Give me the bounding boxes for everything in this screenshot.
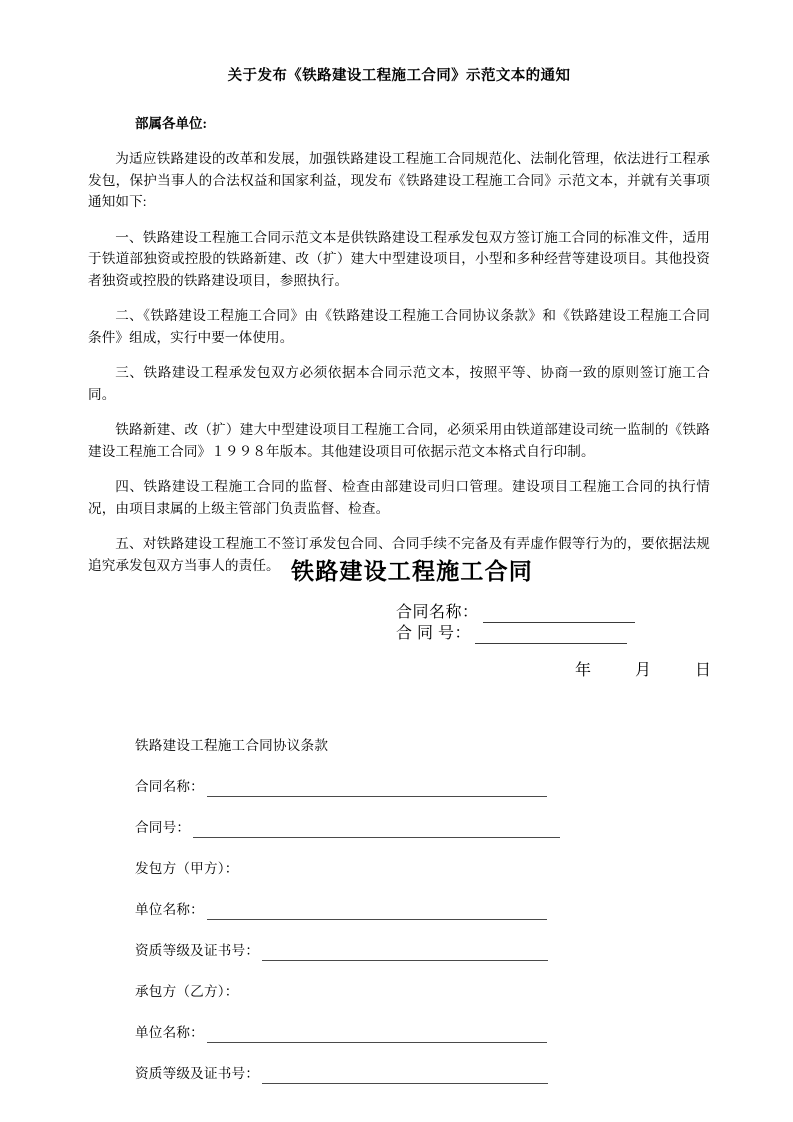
notice-paragraph-3: 二、《铁路建设工程施工合同》由《铁路建设工程施工合同协议条款》和《铁路建设工程施工合同条件》组成，实行中要一体使用。	[88, 308, 710, 345]
notice-paragraph-2: 一、铁路建设工程施工合同示范文本是供铁路建设工程承发包双方签订施工合同的标准文件，适用于铁道部独资或控股的铁路新建、改（扩）建大中型建设项目，小型和多种经营等建设项目。其他投资者独资或控股的铁路建设项目，参照执行。	[88, 229, 710, 288]
date-month-label: 月	[635, 662, 652, 679]
form-input-party-b-qualification[interactable]	[262, 1068, 548, 1084]
notice-section	[88, 62, 710, 590]
contract-number-label: 合 同 号：	[396, 625, 472, 642]
cover-date-line	[575, 660, 711, 682]
form-row-party-b-heading	[135, 982, 695, 1002]
form-input-contract-number[interactable]	[193, 822, 560, 838]
form-row-contract-number	[135, 818, 695, 838]
contract-cover-title: 铁路建设工程施工合同	[291, 559, 533, 584]
notice-paragraph-4: 三、铁路建设工程承发包双方必须依据本合同示范文本，按照平等、协商一致的原则签订施工合同。	[88, 365, 710, 402]
form-label-contract-number: 合同号：	[135, 820, 191, 835]
form-label-party-a: 发包方（甲方）：	[135, 861, 239, 876]
notice-salutation: 部属各单位:	[135, 116, 207, 131]
contract-name-input-rule[interactable]	[483, 605, 635, 623]
notice-paragraph-7: 五、对铁路建设工程施工不签订承发包合同、合同手续不完备及有弄虚作假等行为的，要依据法规追究承发包双方当事人的责任。	[88, 536, 710, 573]
form-row-party-b-qualification	[135, 1064, 695, 1084]
agreement-clause-form	[135, 736, 695, 1105]
contract-name-label: 合同名称：	[396, 604, 479, 621]
form-row-party-a-unit-name	[135, 900, 695, 920]
form-row-contract-name	[135, 777, 695, 797]
form-input-contract-name[interactable]	[207, 781, 547, 797]
form-label-party-b: 承包方（乙方）：	[135, 984, 239, 999]
date-year-label: 年	[575, 662, 592, 679]
form-label-party-b-qualification: 资质等级及证书号：	[135, 1066, 260, 1081]
form-label-contract-name: 合同名称：	[135, 779, 204, 794]
form-input-party-a-qualification[interactable]	[262, 945, 548, 961]
form-input-party-a-unit-name[interactable]	[207, 904, 547, 920]
form-label-party-b-unit-name: 单位名称：	[135, 1025, 204, 1040]
form-input-party-b-unit-name[interactable]	[207, 1027, 547, 1043]
form-label-party-a-qualification: 资质等级及证书号：	[135, 943, 260, 958]
agreement-form-heading: 铁路建设工程施工合同协议条款	[135, 738, 329, 753]
contract-number-input-rule[interactable]	[475, 626, 627, 644]
form-row-party-a-qualification	[135, 941, 695, 961]
notice-title: 关于发布《铁路建设工程施工合同》示范文本的通知	[227, 68, 571, 84]
form-label-party-a-unit-name: 单位名称：	[135, 902, 204, 917]
form-row-party-b-unit-name	[135, 1023, 695, 1043]
contract-name-row	[396, 602, 635, 623]
contract-number-row	[396, 623, 635, 644]
notice-paragraph-6: 四、铁路建设工程施工合同的监督、检查由部建设司归口管理。建设项目工程施工合同的执行情况，由项目隶属的上级主管部门负责监督、检查。	[88, 479, 710, 516]
date-day-label: 日	[695, 662, 712, 679]
notice-paragraph-1: 为适应铁路建设的改革和发展，加强铁路建设工程施工合同规范化、法制化管理，依法进行工程承发包，保护当事人的合法权益和国家利益，现发布《铁路建设工程施工合同》示范文本，并就有关事项通知如下:	[88, 151, 710, 209]
notice-paragraph-5: 铁路新建、改（扩）建大中型建设项目工程施工合同，必须采用由铁道部建设司统一监制的《铁路建设工程施工合同》１９９８年版本。其他建设项目可依据示范文本格式自行印制。	[88, 422, 710, 459]
form-row-party-a-heading	[135, 859, 695, 879]
contract-identity-block	[396, 602, 635, 644]
